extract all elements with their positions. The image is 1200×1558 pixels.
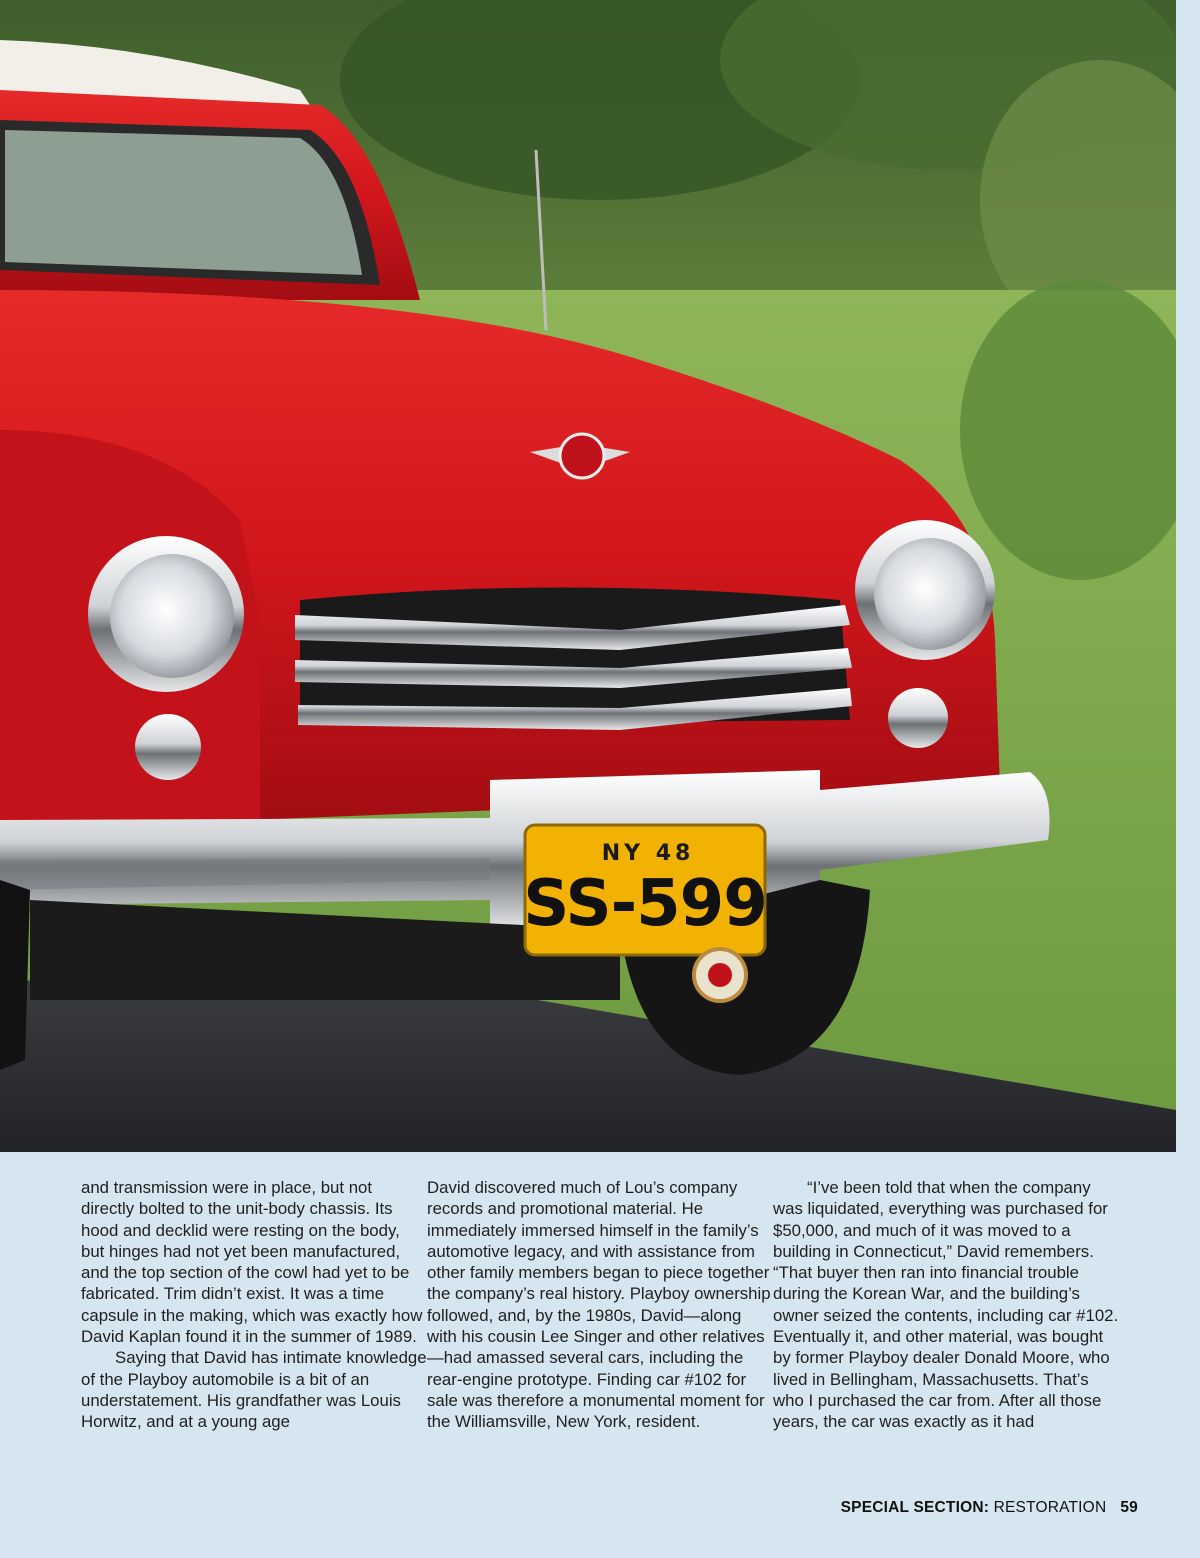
- left-headlight: [88, 536, 244, 692]
- article-column-3: [773, 1177, 1119, 1467]
- article-column-2: [427, 1177, 773, 1467]
- grille: [295, 588, 852, 731]
- right-parking-light: [888, 688, 948, 748]
- right-headlight: [855, 520, 995, 660]
- article-columns: [81, 1177, 1141, 1467]
- paragraph: “I’ve been told that when the company was liquidated, everything was purchased for $50,000, and much of it was moved to a building in Connecticut,” David remembers. “That buyer then ran into financial trouble during the Korean War, and the building’s owner seized the contents, including car #102. Eventually it, and other material, was bought by former Playboy dealer Donald Moore, who lived in Bellingham, Massachusetts. That’s who I purchased the car from. After all those years, the car was exactly as it had: [773, 1178, 1119, 1432]
- page-margin-strip: [1176, 0, 1200, 1152]
- section-name: RESTORATION: [989, 1499, 1107, 1516]
- left-parking-light: [135, 714, 201, 780]
- article-column-1: [81, 1177, 427, 1467]
- page-folio: [841, 1499, 1138, 1517]
- page-number: 59: [1120, 1499, 1138, 1516]
- section-label: SPECIAL SECTION:: [840, 1499, 990, 1516]
- left-wheel: [0, 880, 30, 1070]
- paragraph: Saying that David has intimate knowledge of the Playboy automobile is a bit of an understatement. His grandfather was Louis Horwitz, and at a young age: [81, 1348, 427, 1432]
- paragraph: David discovered much of Lou’s company records and promotional material. He immediately immersed himself in the family’s automotive legacy, and with assistance from other family members began to piece together the company’s real history. Playboy ownership followed, and, by the 1980s, David—along with his cousin Lee Singer and other relatives—had amassed several cars, including the rear-engine prototype. Finding car #102 for sale was therefore a monumental moment for the Williamsville, New York, resident.: [427, 1178, 771, 1432]
- plate-main-text: SS-599: [523, 867, 767, 941]
- plate-top-text: NY 48: [601, 841, 695, 866]
- license-plate: [523, 825, 766, 955]
- paragraph: and transmission were in place, but not directly bolted to the unit-body chassis. Its hood and decklid were resting on the body, but hinges had not yet been manufactured, and the top section of the cowl had yet to be fabricated. Trim didn’t exist. It was a time capsule in the making, which was exactly how David Kaplan found it in the summer of 1989.: [81, 1178, 423, 1347]
